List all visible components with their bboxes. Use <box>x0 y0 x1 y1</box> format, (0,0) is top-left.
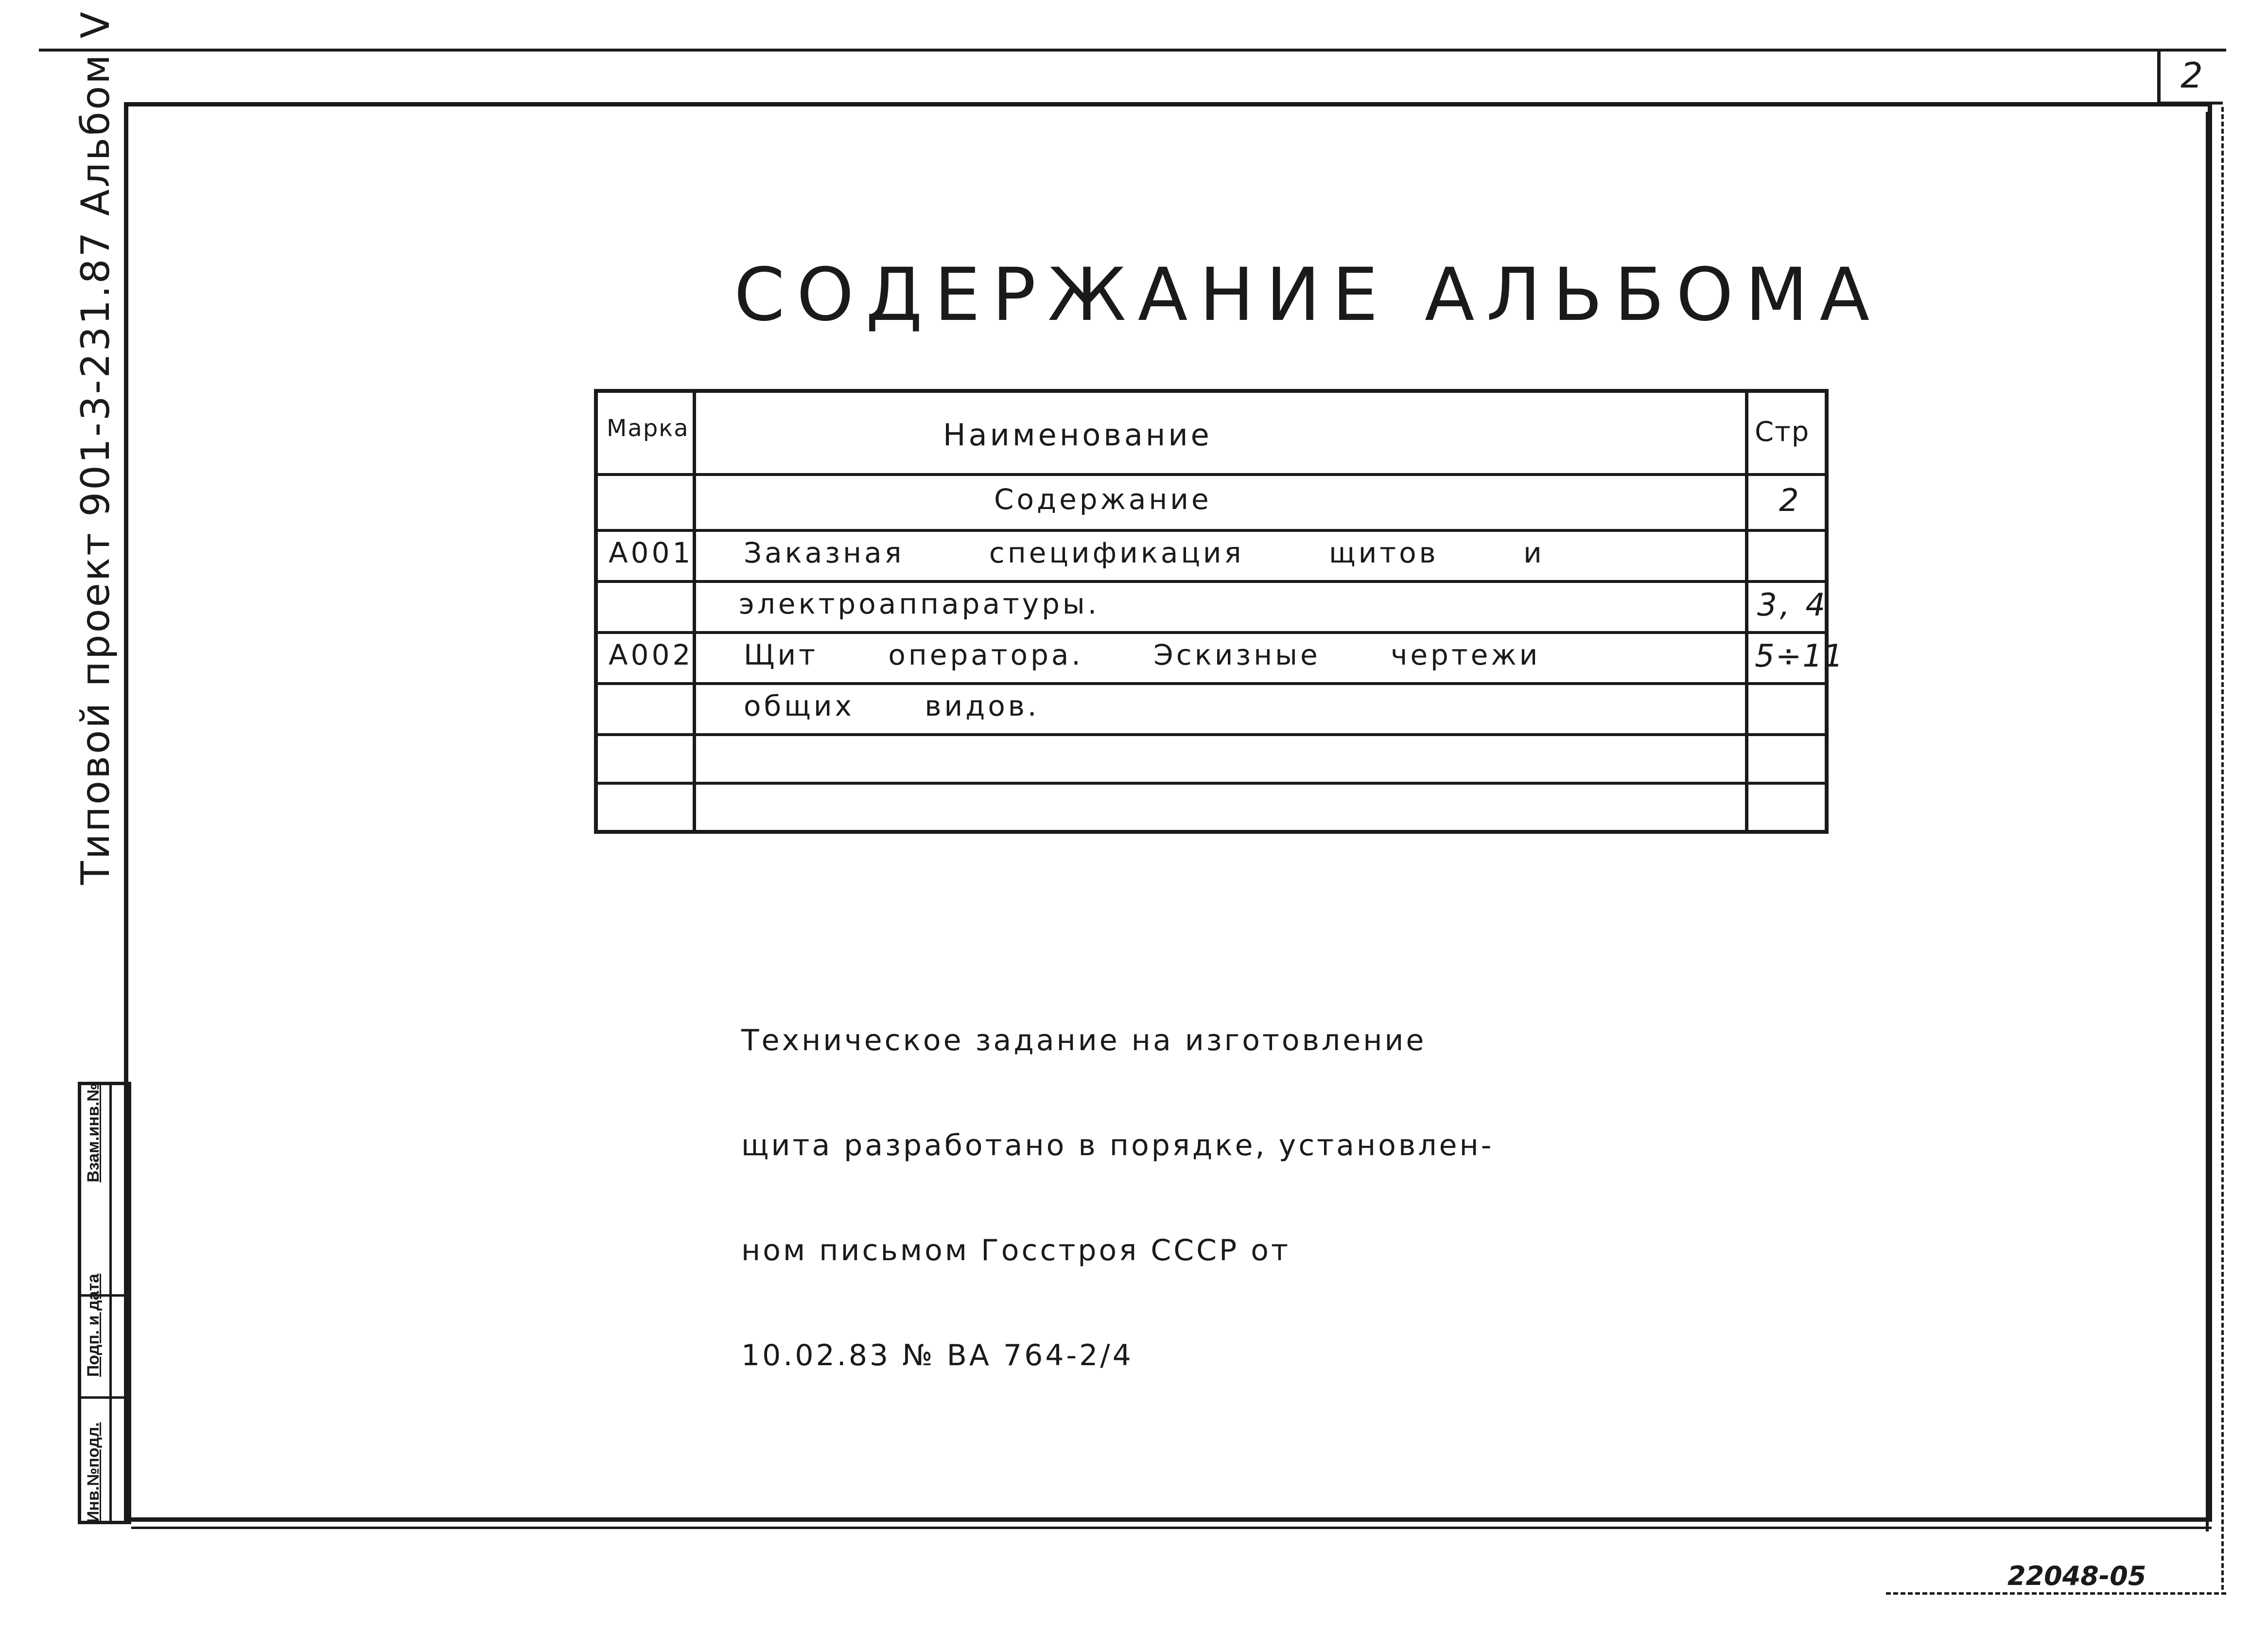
document-number: 22048-05 <box>2007 1561 2146 1591</box>
approval-stamp <box>78 1082 131 1524</box>
page-title: СОДЕРЖАНИЕ АЛЬБОМА <box>734 253 1882 337</box>
stamp-label-signature: Подп. и дата <box>84 1273 103 1377</box>
frame-right-rule <box>2206 112 2209 1531</box>
row-name: Заказная спецификация щитов и <box>744 536 1545 569</box>
row-name: общих видов. <box>744 689 1040 722</box>
table-row-divider <box>598 529 1825 532</box>
row-name: Щит оператора. Эскизные чертежи <box>744 638 1541 671</box>
technical-note <box>741 953 1494 1408</box>
row-page: 5÷11 <box>1755 638 1844 674</box>
row-page: 2 <box>1779 483 1802 519</box>
table-column-divider <box>1745 393 1748 830</box>
table-row-divider <box>598 782 1825 785</box>
stamp-column-divider <box>109 1085 112 1521</box>
row-name: Содержание <box>994 483 1212 516</box>
header-page: Стр <box>1755 416 1810 448</box>
table-row-divider <box>598 580 1825 583</box>
row-name: электроаппаратуры. <box>739 587 1100 620</box>
table-row-divider <box>598 682 1825 685</box>
table-row-divider <box>598 733 1825 736</box>
contents-table <box>594 389 1844 834</box>
table-column-divider <box>693 393 696 830</box>
trim-line-bottom <box>1886 1592 2226 1595</box>
table-row-divider <box>598 631 1825 634</box>
table-row-divider <box>598 473 1825 476</box>
header-name: Наименование <box>943 417 1212 453</box>
header-mark: Марка <box>607 415 689 442</box>
trim-line-right <box>2221 107 2224 1590</box>
note-line: Техническое задание на изготовление <box>741 1023 1427 1057</box>
frame-bottom-rule <box>131 1527 2212 1529</box>
row-mark: A002 <box>609 638 694 671</box>
note-line: щита разработано в порядке, установлен- <box>741 1128 1494 1162</box>
stamp-label-exchange: Взам.инв.№ <box>84 1083 103 1182</box>
page-number-box <box>2157 49 2223 105</box>
note-line: ном письмом Госстроя СССР от <box>741 1233 1291 1267</box>
top-rule <box>39 49 2226 52</box>
stamp-row-divider <box>81 1396 128 1399</box>
stamp-label-inventory: Инв.№подл. <box>84 1422 103 1523</box>
row-mark: A001 <box>609 536 694 569</box>
page-number: 2 <box>2181 54 2203 96</box>
row-page: 3, 4 <box>1757 587 1829 623</box>
note-line: 10.02.83 № ВА 764-2/4 <box>741 1338 1134 1372</box>
side-project-title: Типовой проект 901-3-231.87 Альбом V <box>73 10 118 885</box>
